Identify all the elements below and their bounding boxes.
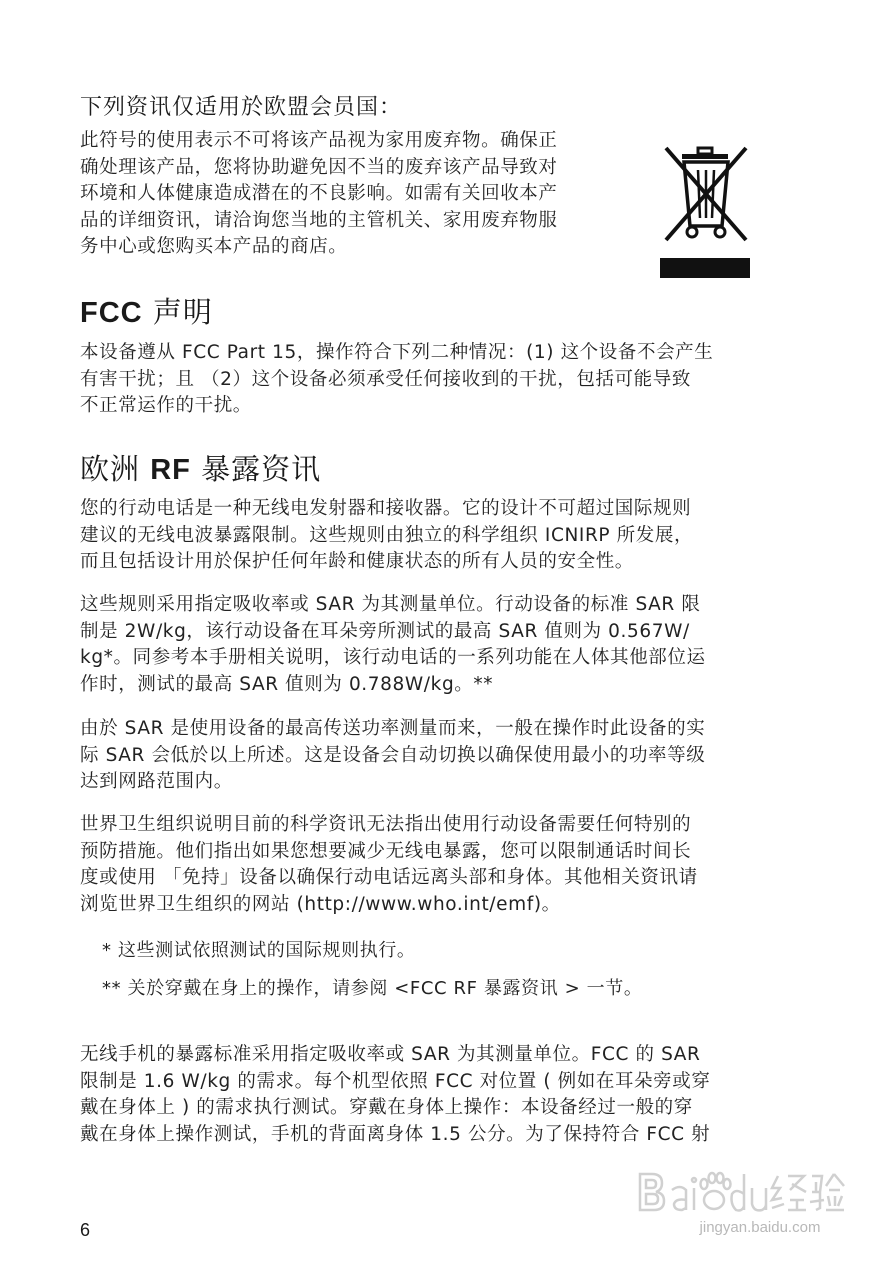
- fcc-paragraph: [80, 340, 776, 420]
- rf-p2-line-4: 作时，测试的最高 SAR 值则为 0.788W/kg。**: [80, 673, 494, 695]
- eu-line-1: 此符号的使用表示不可将该产品视为家用废弃物。确保正: [80, 130, 558, 151]
- fcc-sar-paragraph: [80, 1042, 776, 1148]
- footnote-1: * 这些测试依照测试的国际规则执行。: [102, 940, 416, 961]
- fcc-line-3: 不正常运作的干扰。: [80, 395, 252, 416]
- fcc-sar-line-3: 戴在身体上 ) 的需求执行测试。穿戴在身体上操作：本设备经过一般的穿: [80, 1097, 693, 1118]
- fcc-line-1: 本设备遵从 FCC Part 15，操作符合下列二种情况：(1) 这个设备不会产生: [80, 342, 714, 363]
- rf-p2-line-2: 制是 2W/kg，该行动设备在耳朵旁所测试的最高 SAR 值则为 0.567W/: [80, 620, 690, 642]
- rf-p4-line-1: 世界卫生组织说明目前的科学资讯无法指出使用行动设备需要任何特别的: [80, 814, 692, 835]
- eu-line-4: 品的详细资讯，请洽询您当地的主管机关、家用废弃物服: [80, 209, 558, 231]
- fcc-heading-rest: 声明: [142, 295, 213, 329]
- rf-paragraph-4: [80, 812, 776, 918]
- weee-crossed-bin-icon: [658, 140, 752, 280]
- rf-heading: [80, 447, 321, 488]
- rf-p2-line-3: kg*。同参考本手册相关说明，该行动电话的一系列功能在人体其他部位运: [80, 647, 706, 668]
- rf-p3-line-2: 际 SAR 会低於以上所述。这是设备会自动切换以确保使用最小的功率等级: [80, 744, 706, 766]
- fcc-heading: [80, 290, 213, 331]
- fcc-sar-line-2: 限制是 1.6 W/kg 的需求。每个机型依照 FCC 对位置 ( 例如在耳朵旁或穿: [80, 1070, 711, 1092]
- eu-line-2: 确处理该产品，您将协助避免因不当的废弃该产品导致对: [80, 156, 558, 178]
- rf-p1-line-3: 而且包括设计用於保护任何年龄和健康状态的所有人员的安全性。: [80, 551, 634, 572]
- baidu-jingyan-watermark-logo: [632, 1160, 847, 1240]
- rf-heading-post: 暴露资讯: [190, 452, 322, 486]
- fcc-line-2: 有害干扰；且 （2）这个设备必须承受任何接收到的干扰，包括可能导致: [80, 368, 691, 390]
- fcc-heading-latin: FCC: [80, 297, 143, 329]
- eu-paragraph: [80, 128, 640, 261]
- rf-p2-line-1: 这些规则采用指定吸收率或 SAR 为其测量单位。行动设备的标准 SAR 限: [80, 594, 701, 615]
- rf-p1-line-2: 建议的无线电波暴露限制。这些规则由独立的科学组织 ICNIRP 所发展，: [80, 524, 694, 546]
- fcc-sar-line-1: 无线手机的暴露标准采用指定吸收率或 SAR 为其测量单位。FCC 的 SAR: [80, 1044, 701, 1065]
- rf-p4-line-3: 度或使用 「免持」设备以确保行动电话远离头部和身体。其他相关资讯请: [80, 867, 698, 888]
- rf-paragraph-2: [80, 592, 776, 698]
- rf-p1-line-1: 您的行动电话是一种无线电发射器和接收器。它的设计不可超过国际规则: [80, 498, 692, 519]
- rf-paragraph-1: [80, 496, 776, 576]
- fcc-sar-line-4: 戴在身体上操作测试，手机的背面离身体 1.5 公分。为了保持符合 FCC 射: [80, 1123, 711, 1145]
- watermark-url: jingyan.baidu.com: [699, 1219, 821, 1236]
- footnote-2: ** 关於穿戴在身上的操作，请参阅 <FCC RF 暴露资讯 > 一节。: [102, 978, 643, 999]
- eu-line-5: 务中心或您购买本产品的商店。: [80, 236, 348, 257]
- rf-paragraph-3: [80, 716, 776, 796]
- eu-line-3: 环境和人体健康造成潜在的不良影响。如需有关回收本产: [80, 183, 558, 204]
- rf-heading-pre: 欧洲: [80, 452, 151, 486]
- rf-heading-latin: RF: [150, 454, 191, 486]
- rf-p3-line-3: 达到网路范围内。: [80, 771, 233, 792]
- page-number: 6: [80, 1220, 91, 1240]
- eu-heading: 下列资讯仅适用於欧盟会员国：: [80, 95, 403, 120]
- rf-p4-line-2: 预防措施。他们指出如果您想要减少无线电暴露，您可以限制通话时间长: [80, 840, 692, 862]
- rf-p4-line-4: 浏览世界卫生组织的网站 (http://www.who.int/emf)。: [80, 893, 561, 915]
- rf-p3-line-1: 由於 SAR 是使用设备的最高传送功率测量而来，一般在操作时此设备的实: [80, 718, 706, 739]
